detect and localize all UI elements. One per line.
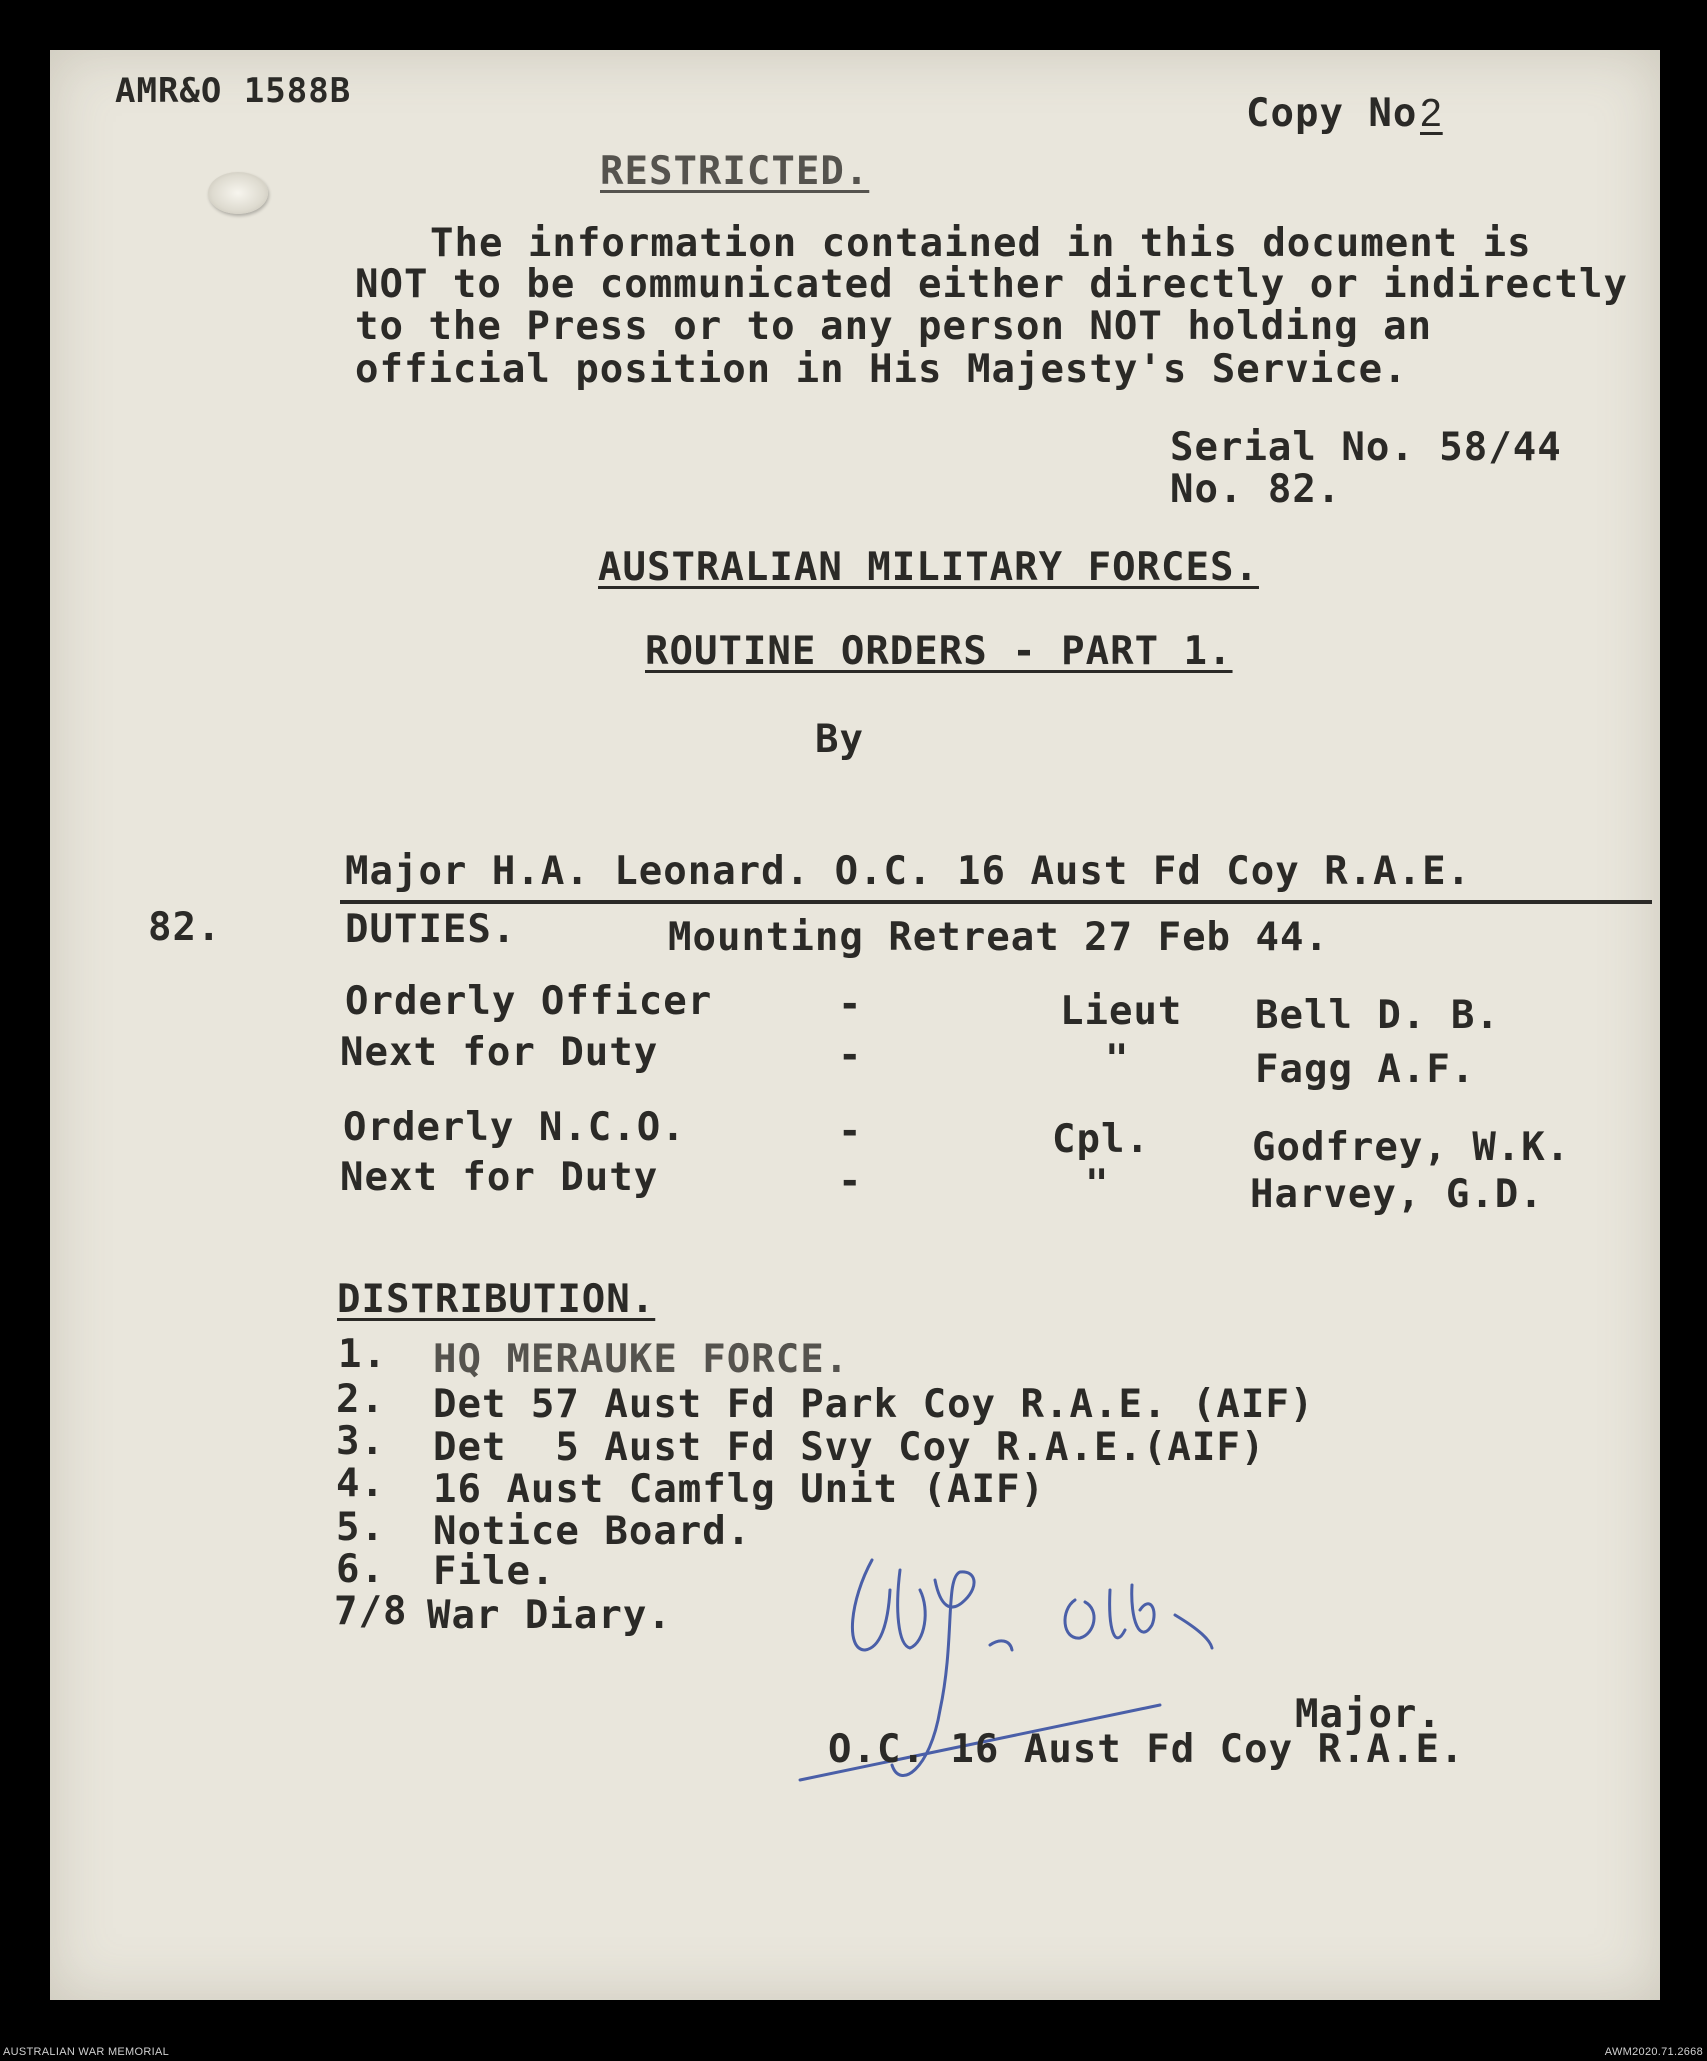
duty-dash: - [838, 1033, 863, 1078]
distribution-item-number: 1. [338, 1332, 387, 1377]
serial-number: Serial No. 58/44 [1170, 425, 1562, 470]
by-label: By [815, 717, 864, 762]
signature-rank: Major. [1295, 1692, 1442, 1737]
orders-heading: ROUTINE ORDERS - PART 1. [645, 629, 1233, 674]
order-number: No. 82. [1170, 467, 1342, 512]
copy-number-label: Copy No [1246, 91, 1418, 136]
duty-dash: - [838, 1159, 863, 1204]
duty-rank: " [1105, 1037, 1130, 1082]
duty-name: Godfrey, W.K. [1252, 1125, 1571, 1170]
punch-hole [208, 172, 268, 214]
distribution-item-text: Det 57 Aust Fd Park Coy R.A.E. (AIF) [433, 1382, 1315, 1427]
distribution-item-text: Notice Board. [433, 1509, 752, 1554]
footer-right: AWM2020.71.2668 [1604, 2046, 1703, 2058]
distribution-item-number: 6. [336, 1547, 385, 1592]
duty-name: Bell D. B. [1255, 993, 1500, 1038]
duty-rank: Cpl. [1052, 1117, 1150, 1162]
distribution-item-text: Det 5 Aust Fd Svy Coy R.A.E.(AIF) [433, 1425, 1266, 1470]
distribution-item-text: 16 Aust Camflg Unit (AIF) [433, 1467, 1045, 1512]
duty-role: Orderly Officer [345, 979, 713, 1024]
duty-name: Fagg A.F. [1255, 1047, 1476, 1092]
commander-rule [340, 900, 1652, 904]
section-subheading: Mounting Retreat 27 Feb 44. [668, 915, 1329, 960]
duty-dash: - [838, 982, 863, 1027]
distribution-item-number: 4. [336, 1461, 385, 1506]
distribution-item-number: 7/8 [334, 1589, 408, 1634]
distribution-item-number: 3. [336, 1419, 385, 1464]
copy-number-value: 2 [1420, 92, 1443, 135]
restriction-line-3: to the Press or to any person NOT holding an [355, 304, 1433, 349]
duty-dash: - [838, 1109, 863, 1154]
forces-heading: AUSTRALIAN MILITARY FORCES. [598, 545, 1259, 590]
section-heading: DUTIES. [345, 907, 517, 952]
section-number: 82. [148, 905, 222, 950]
duty-role: Next for Duty [340, 1155, 659, 1200]
signature-unit: O.C. 16 Aust Fd Coy R.A.E. [828, 1727, 1465, 1772]
duty-role: Orderly N.C.O. [343, 1105, 686, 1150]
commander-line: Major H.A. Leonard. O.C. 16 Aust Fd Coy R.A.E. [345, 849, 1472, 894]
document-reference: AMR&O 1588B [115, 71, 352, 111]
footer-left: AUSTRALIAN WAR MEMORIAL [3, 2046, 170, 2058]
duty-rank: Lieut [1060, 989, 1183, 1034]
distribution-item-number: 2. [336, 1377, 385, 1422]
duty-rank: " [1085, 1162, 1110, 1207]
distribution-item-text: War Diary. [427, 1593, 672, 1638]
duty-name: Harvey, G.D. [1250, 1172, 1544, 1217]
distribution-item-text: HQ MERAUKE FORCE. [433, 1337, 850, 1382]
distribution-heading: DISTRIBUTION. [337, 1277, 656, 1322]
distribution-item-text: File. [433, 1549, 556, 1594]
distribution-item-number: 5. [336, 1505, 385, 1550]
restriction-line-4: official position in His Majesty's Service. [355, 347, 1408, 392]
restriction-line-2: NOT to be communicated either directly or indirectly [355, 262, 1628, 307]
duty-role: Next for Duty [340, 1030, 659, 1075]
restriction-line-1: The information contained in this document is [430, 221, 1532, 266]
restricted-heading: RESTRICTED. [600, 149, 870, 194]
